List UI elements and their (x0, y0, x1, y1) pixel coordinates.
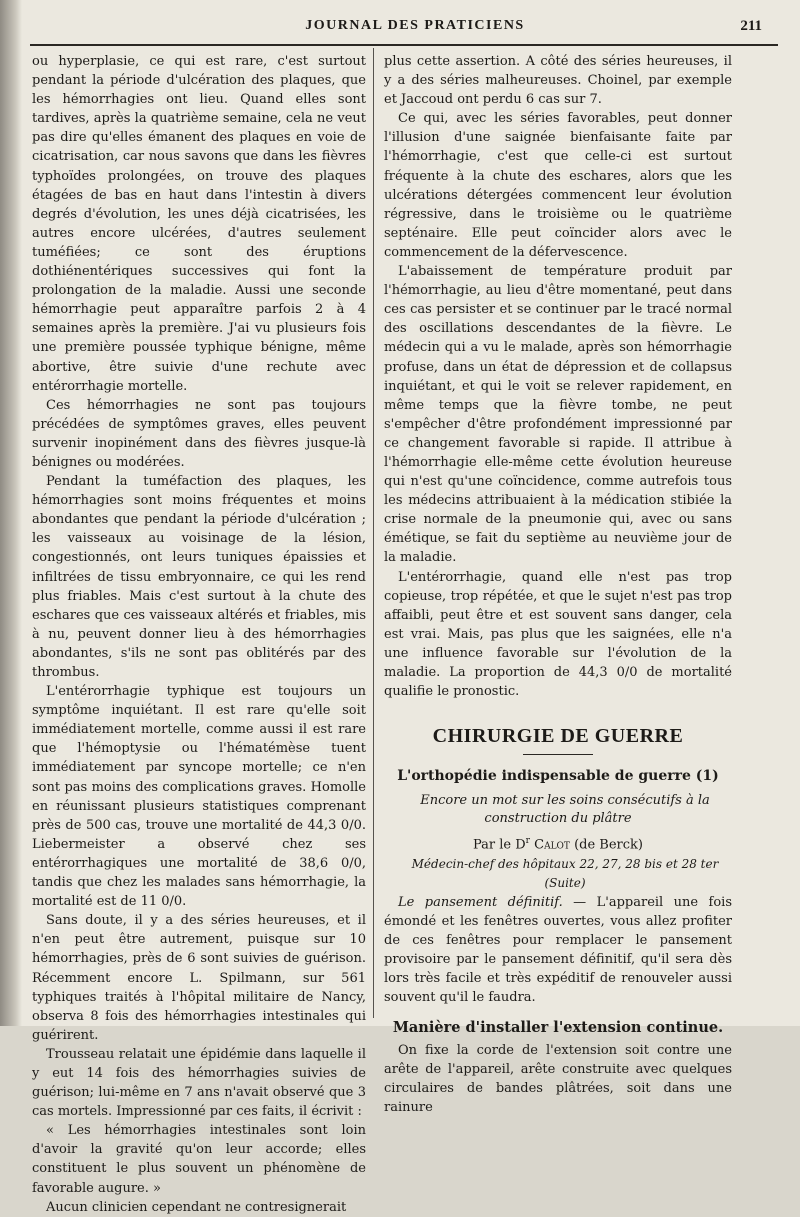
paragraph: Sans doute, il y a des séries heureuses, et il n'en peut être autrement, puisque sur 10 hémorrhagies, près de 6 sont suivies de guérison. Récemment encore L. Spilmann, sur 561 typhiques traités à l'hôpital militaire de Nancy, observa 8 fois des hémorrhagies intestinales qui guérirent. (32, 913, 366, 1043)
lead-body: — L'appareil une fois émondé et les fenêtres ouvertes, vous allez profiter de ces fenêtres pour remplacer le pansement provisoire par le pansement définitif, qu'il sera dès lors très facile et très expéditif de renouveler aussi souvent qu'il le faudra. (384, 894, 732, 1006)
right-column (384, 52, 732, 1117)
section-heading: CHIRURGIE DE GUERRE (432, 725, 684, 748)
paragraph: On fixe la corde de l'extension soit contre une arête de l'appareil, arête construite avec quelques circulaires de bandes plâtrées, soit dans une rainure (384, 1042, 732, 1115)
quotation: « Les hémorrhagies intestinales sont loin d'avoir la gravité qu'on leur accorde; elles constituent le plus souvent un phénomène de favorable augure. » (32, 1123, 366, 1196)
running-title: JOURNAL DES PRATICIENS (305, 18, 525, 33)
paragraph: Trousseau relatait une épidémie dans laquelle il y eut 14 fois des hémorrhagies suivies de guérison; lui-même en 7 ans n'avait observé que 3 cas mortels. Impressionné par ces faits, il écrivit : (32, 1046, 366, 1120)
byline-superscript: r (525, 836, 530, 847)
left-column (32, 52, 366, 1217)
article-title-text: L'orthopédie indispensable de guerre (397, 768, 691, 785)
paragraph: ou hyperplasie, ce qui est rare, c'est surtout pendant la période d'ulcération des plaques, que les hémorrhagies ont lieu. Quand elles sont tardives, après la quatrième semaine, cela ne veut pas dire qu'elles émanent des plaques en voie de cicatrisation, car nous savons que dans les fièvres typhoïdes prolongées, on trouve des plaques étagées de bas en haut dans l'intestin à divers degrés d'évolution, les unes déjà cicatrisées, les autres encore ulcérées, d'autres seulement tuméfiées; ce sont des éruptions dothiénentériques successives qui font la prolongation de la maladie. Aussi une seconde hémorrhagie peut apparaître parfois 2 à 4 semaines après la première. J'ai vu plusieurs fois une première poussée typhique bénigne, même abortive, être suivie d'une rechute avec entérorrhagie mortelle. (32, 54, 366, 394)
column-divider (373, 48, 374, 1018)
article-subtitle: Encore un mot sur les soins consécutifs à la construction du plâtre (420, 793, 710, 827)
subheading: Manière d'installer l'extension continue. (392, 1018, 724, 1036)
author-name: Calot (534, 837, 570, 853)
running-head (60, 18, 770, 40)
paragraph: L'abaissement de température produit par l'hémorrhagie, au lieu d'être momentané, peut dans ces cas persister et se continuer par le tracé normal des oscillations descendantes de la fièvre. Le médecin qui a vu le malade, après son hémorrhagie profuse, dans un état de dépression et de collapsus inquiétant, et qui le voit se relever rapidement, en même temps que la fièvre tombe, ne peut s'empêcher d'être profondément impressionné par ce changement favorable si rapide. Il attribue à l'hémorrhagie elle-même cette évolution heureuse qui n'est qu'une coïncidence, comme autrefois tous les médecins attribuaient à la médication stibiée la crise normale de la pneumonie qui, avec ou sans émétique, se fait du septième au neuvième jour de la maladie. (384, 264, 732, 566)
paragraph (384, 893, 732, 1008)
header-rule (30, 44, 778, 46)
section-rule (523, 754, 593, 755)
lead-in: Le pansement définitif. (398, 894, 563, 910)
page-binding-shadow (0, 0, 22, 1026)
paragraph: Pendant la tuméfaction des plaques, les hémorrhagies sont moins fréquentes et moins abondantes que pendant la période d'ulcération ; les vaisseaux au voisinage de la lésion, congestionnés, ont leurs tuniques épaissies et infiltrées de tissu embryonnaire, ce qui les rend plus friables. Mais c'est surtout à la chute des eschares que ces vaisseaux altérés et friables, mis à nu, peuvent donner lieu à des hémorrhagies abondantes, s'ils ne sont pas oblitérés par des thrombus. (32, 474, 366, 680)
paragraph: L'entérorrhagie typhique est toujours un symptôme inquiétant. Il est rare qu'elle soit immédiatement mortelle, comme aussi il est rare que l'hémoptysie ou l'hématémèse tuent immédiatement par syncope mortelle; ce n'en sont pas moins des complications graves. Homolle en réunissant plusieurs statistiques comprenant près de 500 cas, trouve une mortalité de 44,3 0/0. Liebermeister a observé chez ses entérorrhagiques une mortalité de 38,6 0/0, tandis que chez les malades sans hémorrhagie, la mortalité est de 11 0/0. (32, 684, 366, 910)
paragraph: Ces hémorrhagies ne sont pas toujours précédées de symptômes graves, elles peuvent survenir inopinément dans des fièvres jusque-là bénignes ou modérées. (32, 397, 366, 470)
byline (384, 832, 732, 854)
author-affiliation: Médecin-chef des hôpitaux 22, 27, 28 bis et 28 ter (411, 856, 719, 871)
page-number: 211 (740, 18, 762, 34)
paragraph: L'entérorrhagie, quand elle n'est pas trop copieuse, trop répétée, et que le sujet n'est pas trop affaibli, peut être et est souvent sans danger, cela est vrai. Mais, pas plus que les saignées, elle n'a une influence favorable sur l'évolution de la maladie. La proportion de 44,3 0/0 de mortalité qualifie le pronostic. (384, 569, 732, 700)
paragraph: plus cette assertion. A côté des séries heureuses, il y a des séries malheureuses. Choinel, par exemple et Jaccoud ont perdu 6 cas sur 7. (384, 54, 732, 108)
byline-suffix: (de Berck) (574, 837, 643, 853)
paragraph: Aucun clinicien cependant ne contresignerait (46, 1199, 347, 1215)
article-title (384, 767, 732, 786)
paragraph: Ce qui, avec les séries favorables, peut donner l'illusion d'une saignée bienfaisante faite par l'hémorrhagie, c'est que celle-ci est surtout fréquente à la chute des eschares, alors que les ulcérations détergées commencent leur évolution régressive, dans le troisième ou le quatrième septénaire. Elle peut coïncider alors avec le commencement de la défervescence. (384, 111, 732, 260)
footnote-mark: (1) (695, 768, 719, 785)
byline-prefix: Par le D (473, 837, 526, 853)
continued-label: (Suite) (544, 875, 586, 890)
